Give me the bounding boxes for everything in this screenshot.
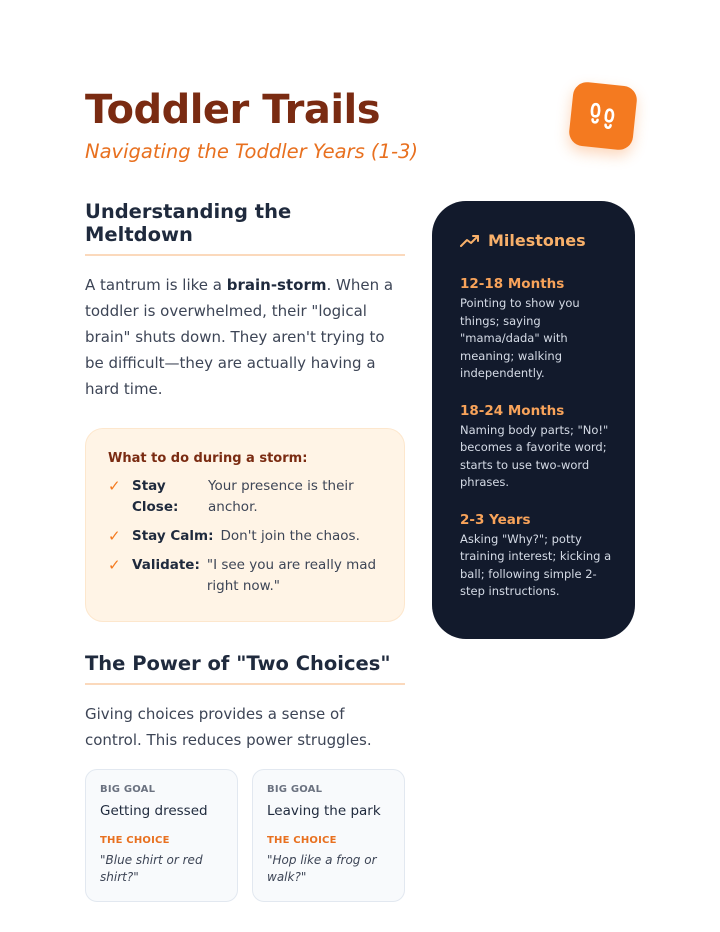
milestone-item — [460, 512, 613, 601]
storm-tip-label: Validate: — [132, 557, 200, 573]
meltdown-section-title: Understanding the Meltdown — [85, 200, 405, 256]
card-choice: "Hop like a frog or walk?" — [267, 853, 377, 884]
page-title: Toddler Trails — [85, 87, 381, 133]
milestone-description: Pointing to show you things; saying "mama/dada" with meaning; walking independently. — [460, 296, 580, 380]
storm-tip-item — [108, 476, 384, 518]
card-choice-label: THE CHOICE — [267, 835, 337, 846]
meltdown-para-start: A tantrum is like a — [85, 276, 227, 294]
milestone-description: Asking "Why?"; potty training interest; kicking a ball; following simple 2-step instructions. — [460, 531, 612, 598]
meltdown-paragraph — [85, 272, 405, 402]
storm-tips-box — [85, 428, 405, 622]
choice-cards — [85, 769, 405, 902]
storm-tip-label: Stay Close: — [132, 478, 179, 515]
milestones-header — [460, 231, 613, 250]
card-goal-label: BIG GOAL — [100, 784, 156, 795]
meltdown-para-end: . When a toddler is overwhelmed, their "logical brain" shuts down. They aren't trying to be difficult—they are actually having a hard time. — [85, 276, 394, 398]
card-goal: Getting dressed — [100, 803, 208, 819]
milestone-range: 12-18 Months — [460, 276, 565, 292]
check-icon: ✓ — [108, 477, 121, 495]
milestone-item — [460, 276, 613, 383]
milestone-item — [460, 403, 613, 492]
choices-section-title: The Power of "Two Choices" — [85, 652, 405, 685]
card-choice-label: THE CHOICE — [100, 835, 170, 846]
milestone-range: 2-3 Years — [460, 511, 531, 528]
storm-tip-text: "I see you are really mad right now." — [206, 557, 377, 594]
storm-tip-item — [108, 526, 384, 547]
milestones-list — [460, 276, 613, 601]
card-choice: "Blue shirt or red shirt?" — [100, 853, 203, 884]
card-goal: Leaving the park — [267, 803, 381, 819]
storm-tip-text: Your presence is their anchor. — [208, 478, 354, 515]
storm-tip-label: Stay Calm: — [132, 528, 214, 544]
trending-up-icon-svg — [460, 234, 480, 248]
choices-paragraph: Giving choices provides a sense of control. This reduces power struggles. — [85, 705, 372, 749]
meltdown-para-bold: brain-storm — [226, 276, 327, 294]
milestone-range: 18-24 Months — [460, 402, 565, 419]
milestone-description: Naming body parts; "No!" becomes a favorite word; starts to use two-word phrases. — [460, 422, 609, 489]
trending-up-icon — [460, 234, 482, 248]
page-subtitle: Navigating the Toddler Years (1-3) — [85, 140, 418, 163]
milestones-panel — [432, 201, 635, 639]
card-goal-label: BIG GOAL — [267, 784, 323, 795]
storm-tip-text: Don't join the chaos. — [220, 528, 360, 544]
check-icon: ✓ — [108, 556, 121, 574]
choice-card — [85, 769, 238, 902]
page-header — [85, 86, 645, 176]
main-column — [85, 200, 405, 902]
storm-tips-title: What to do during a storm: — [108, 451, 308, 466]
storm-tip-item — [108, 555, 384, 597]
choice-card — [252, 769, 405, 902]
milestones-title: Milestones — [488, 231, 586, 250]
check-icon: ✓ — [108, 527, 121, 545]
footprints-icon — [568, 81, 638, 151]
footprints-icon-svg — [584, 97, 621, 134]
